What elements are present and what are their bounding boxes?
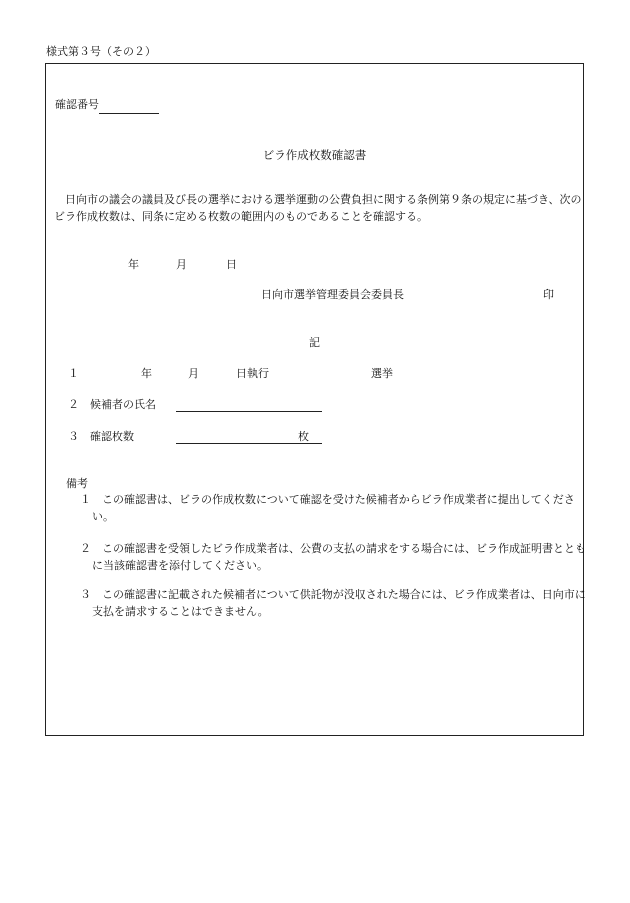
item3-label: 確認枚数 [90,430,134,443]
seal-mark: 印 [543,288,554,301]
document-title: ビラ作成枚数確認書 [262,148,367,162]
date-month: 月 [176,258,187,271]
remark-note-1: １ この確認書は、ビラの作成枚数について確認を受けた候補者からビラ作成業者に提出してください。 [80,493,575,523]
item1-year: 年 [141,367,152,380]
form-number: 様式第３号（その２） [46,45,156,58]
item1-number: １ [68,367,79,380]
confirmed-count-blank [176,442,322,444]
confirmation-number-label: 確認番号 [55,98,99,111]
remarks-heading: 備考 [66,477,88,490]
signer-title: 日向市選挙管理委員会委員長 [261,288,404,301]
remark-note-2: ２ この確認書を受領したビラ作成業者は、公費の支払の請求をする場合には、ビラ作成証明書とともに当該確認書を添付してください。 [80,542,586,572]
body-text: 日向市の議会の議員及び長の選挙における選挙運動の公費負担に関する条例第９条の規定に基づき、次のビラ作成枚数は、同条に定める枚数の範囲内のものであることを確認する。 [54,193,582,223]
item2-label: 候補者の氏名 [90,398,156,411]
confirmation-number-field [55,97,159,114]
date-year: 年 [128,258,139,271]
ki-heading: 記 [309,336,320,349]
item1-election: 選挙 [371,367,393,380]
item3-unit: 枚 [298,430,309,443]
item3-number: ３ [68,430,79,443]
item1-execution-day: 日執行 [236,367,269,380]
confirmation-number-blank [99,101,159,114]
item2-number: ２ [68,398,79,411]
item1-month: 月 [188,367,199,380]
date-day: 日 [226,258,237,271]
remark-note-3: ３ この確認書に記載された候補者について供託物が没収された場合には、ビラ作成業者は、日向市に支払を請求することはできません。 [80,588,586,618]
candidate-name-blank [176,410,322,412]
confirmation-form [45,63,584,736]
